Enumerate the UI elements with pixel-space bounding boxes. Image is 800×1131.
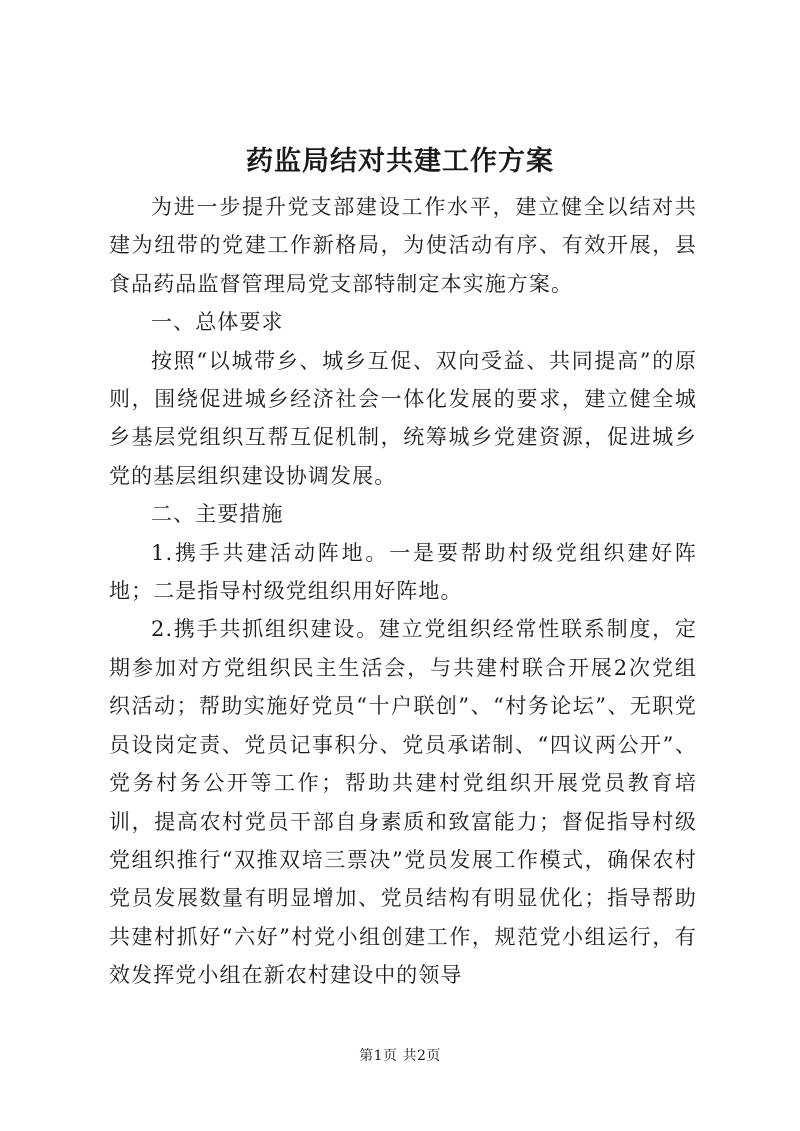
section-heading-general-requirements: 一、总体要求 <box>151 310 284 335</box>
section-heading-main-measures: 二、主要措施 <box>151 502 284 527</box>
general-requirements-paragraph: 按照“以城带乡、城乡互促、双向受益、共同提高”的原则，围绕促进城乡经济社会一体化发展的要求，建立健全城乡基层党组织互帮互促机制，统筹城乡党建资源，促进城乡党的基层组织建设协调发展。 <box>109 348 697 488</box>
document-title: 药监局结对共建工作方案 <box>246 146 554 177</box>
document-body <box>109 188 697 995</box>
page-footer: 第1页 共2页 <box>359 1048 441 1064</box>
measure-1-paragraph: 1.携手共建活动阵地。一是要帮助村级党组织建好阵地；二是指导村级党组织用好阵地。 <box>109 540 697 604</box>
measure-2-paragraph: 2.携手共抓组织建设。建立党组织经常性联系制度，定期参加对方党组织民主生活会，与共建村联合开展2次党组织活动；帮助实施好党员“十户联创”、“村务论坛”、无职党员设岗定责、党员记事积分、党员承诺制、“四议两公开”、党务村务公开等工作；帮助共建村党组织开展党员教育培训，提高农村党员干部自身素质和致富能力；督促指导村级党组织推行“双推双培三票决”党员发展工作模式，确保农村党员发展数量有明显增加、党员结构有明显优化；指导帮助共建村抓好“六好”村党小组创建工作，规范党小组运行，有效发挥党小组在新农村建设中的领导 <box>109 617 697 988</box>
intro-paragraph: 为进一步提升党支部建设工作水平，建立健全以结对共建为纽带的党建工作新格局，为使活动有序、有效开展，县食品药品监督管理局党支部特制定本实施方案。 <box>109 195 697 296</box>
